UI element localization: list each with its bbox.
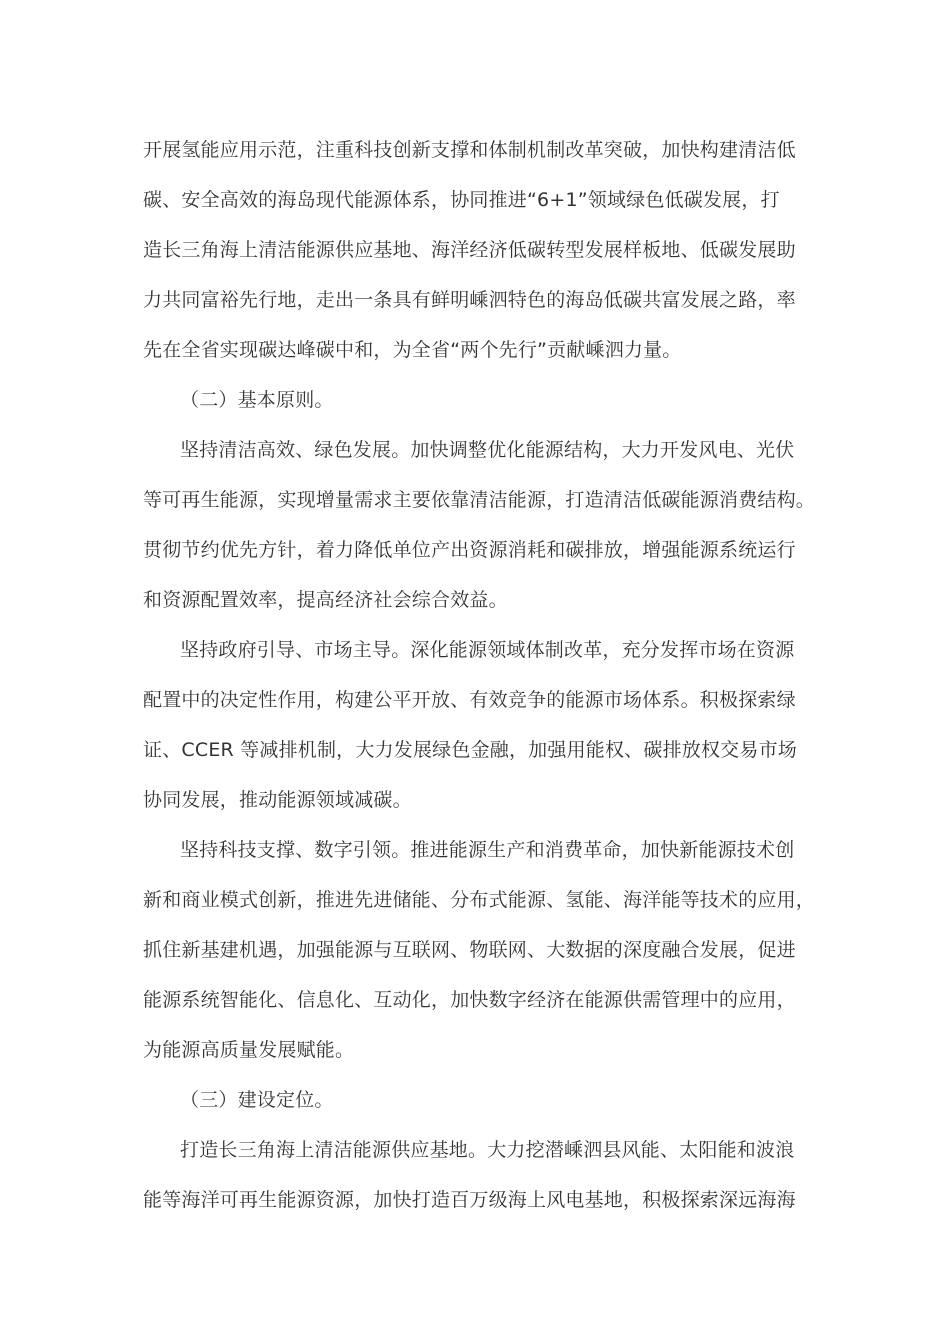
section-heading-basic-principles: （二）基本原则。 <box>180 389 334 411</box>
text-line: 协同发展，推动能源领域减碳。 <box>143 789 412 811</box>
paragraph-first-line: 坚持清洁高效、绿色发展。加快调整优化能源结构，大力开发风电、光伏 <box>180 439 795 461</box>
text-line: 碳、安全高效的海岛现代能源体系，协同推进“6+1”领域绿色低碳发展，打 <box>143 189 780 211</box>
paragraph-first-line: 坚持科技支撑、数字引领。推进能源生产和消费革命，加快新能源技术创 <box>180 839 795 861</box>
text-line: 贯彻节约优先方针，着力降低单位产出资源消耗和碳排放，增强能源系统运行 <box>143 539 796 561</box>
text-line: 新和商业模式创新，推进先进储能、分布式能源、氢能、海洋能等技术的应用， <box>143 889 816 911</box>
text-line: 抓住新基建机遇，加强能源与互联网、物联网、大数据的深度融合发展，促进 <box>143 939 796 961</box>
text-line: 为能源高质量发展赋能。 <box>143 1039 355 1061</box>
text-line: 能源系统智能化、信息化、互动化，加快数字经济在能源供需管理中的应用， <box>143 989 796 1011</box>
text-line: 配置中的决定性作用，构建公平开放、有效竞争的能源市场体系。积极探索绿 <box>143 689 796 711</box>
section-heading-construction-positioning: （三）建设定位。 <box>180 1089 334 1111</box>
text-line: 先在全省实现碳达峰碳中和，为全省“两个先行”贡献嵊泗力量。 <box>143 339 682 361</box>
paragraph-first-line: 打造长三角海上清洁能源供应基地。大力挖潜嵊泗县风能、太阳能和波浪 <box>180 1139 795 1161</box>
text-line: 能等海洋可再生能源资源，加快打造百万级海上风电基地，积极探索深远海海 <box>143 1189 796 1211</box>
text-line: 开展氢能应用示范，注重科技创新支撑和体制机制改革突破，加快构建清洁低 <box>143 139 796 161</box>
text-line: 力共同富裕先行地，走出一条具有鲜明嵊泗特色的海岛低碳共富发展之路，率 <box>143 289 796 311</box>
document-body <box>143 128 816 1228</box>
paragraph-first-line: 坚持政府引导、市场主导。深化能源领域体制改革，充分发挥市场在资源 <box>180 639 795 661</box>
text-line: 和资源配置效率，提高经济社会综合效益。 <box>143 589 508 611</box>
text-line: 证、CCER 等减排机制，大力发展绿色金融，加强用能权、碳排放权交易市场 <box>143 739 797 761</box>
text-line: 造长三角海上清洁能源供应基地、海洋经济低碳转型发展样板地、低碳发展助 <box>143 239 796 261</box>
text-line: 等可再生能源，实现增量需求主要依靠清洁能源，打造清洁低碳能源消费结构。 <box>143 489 816 511</box>
